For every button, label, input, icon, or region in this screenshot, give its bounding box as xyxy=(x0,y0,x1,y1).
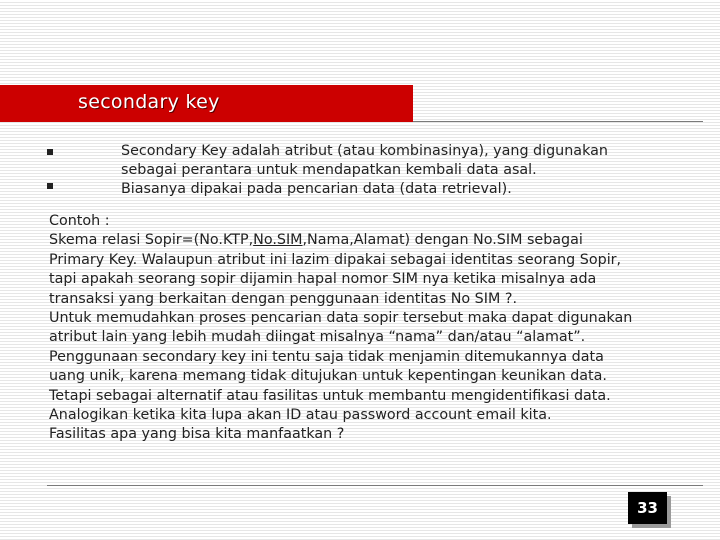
body-line: Contoh : xyxy=(49,213,110,229)
body-line: tapi apakah seorang sopir dijamin hapal nomor SIM nya ketika misalnya ada xyxy=(49,271,597,288)
body-line: Analogikan ketika kita lupa akan ID atau password account email kita. xyxy=(49,407,552,424)
underlined-term: No.SIM xyxy=(253,232,303,249)
bullet-line: sebagai perantara untuk mendapatkan kembali data asal. xyxy=(121,162,537,178)
footer-divider xyxy=(47,485,703,486)
body-line: transaksi yang berkaitan dengan penggunaan identitas No SIM ?. xyxy=(49,290,517,307)
title-divider xyxy=(413,121,703,122)
bullet-icon xyxy=(47,149,53,155)
page-number: 33 xyxy=(628,492,667,524)
body-line: Penggunaan secondary key ini tentu saja tidak menjamin ditemukannya data xyxy=(49,348,604,365)
bullet-line: Biasanya dipakai pada pencarian data (data retrieval). xyxy=(121,181,512,197)
bullet-line: Secondary Key adalah atribut (atau kombinasinya), yang digunakan xyxy=(121,143,608,159)
body-paragraph xyxy=(49,212,714,445)
body-line: Untuk memudahkan proses pencarian data sopir tersebut maka dapat digunakan xyxy=(49,310,633,327)
body-line xyxy=(49,231,714,250)
body-text-segment: Skema relasi Sopir=(No.KTP, xyxy=(49,232,254,249)
body-line: Tetapi sebagai alternatif atau fasilitas untuk membantu mengidentifikasi data. xyxy=(49,387,611,404)
body-line: Primary Key. Walaupun atribut ini lazim dipakai sebagai identitas seorang Sopir, xyxy=(49,251,622,268)
slide-title: secondary key xyxy=(78,91,220,113)
body-text-segment: ,Nama,Alamat) dengan No.SIM sebagai xyxy=(302,232,583,249)
body-line: Fasilitas apa yang bisa kita manfaatkan ? xyxy=(49,426,345,443)
bullet-list xyxy=(121,142,701,199)
bullet-icon xyxy=(47,183,53,189)
body-line: uang unik, karena memang tidak ditujukan untuk kepentingan keunikan data. xyxy=(49,368,607,385)
body-line: atribut lain yang lebih mudah diingat misalnya “nama” dan/atau “alamat”. xyxy=(49,329,586,346)
